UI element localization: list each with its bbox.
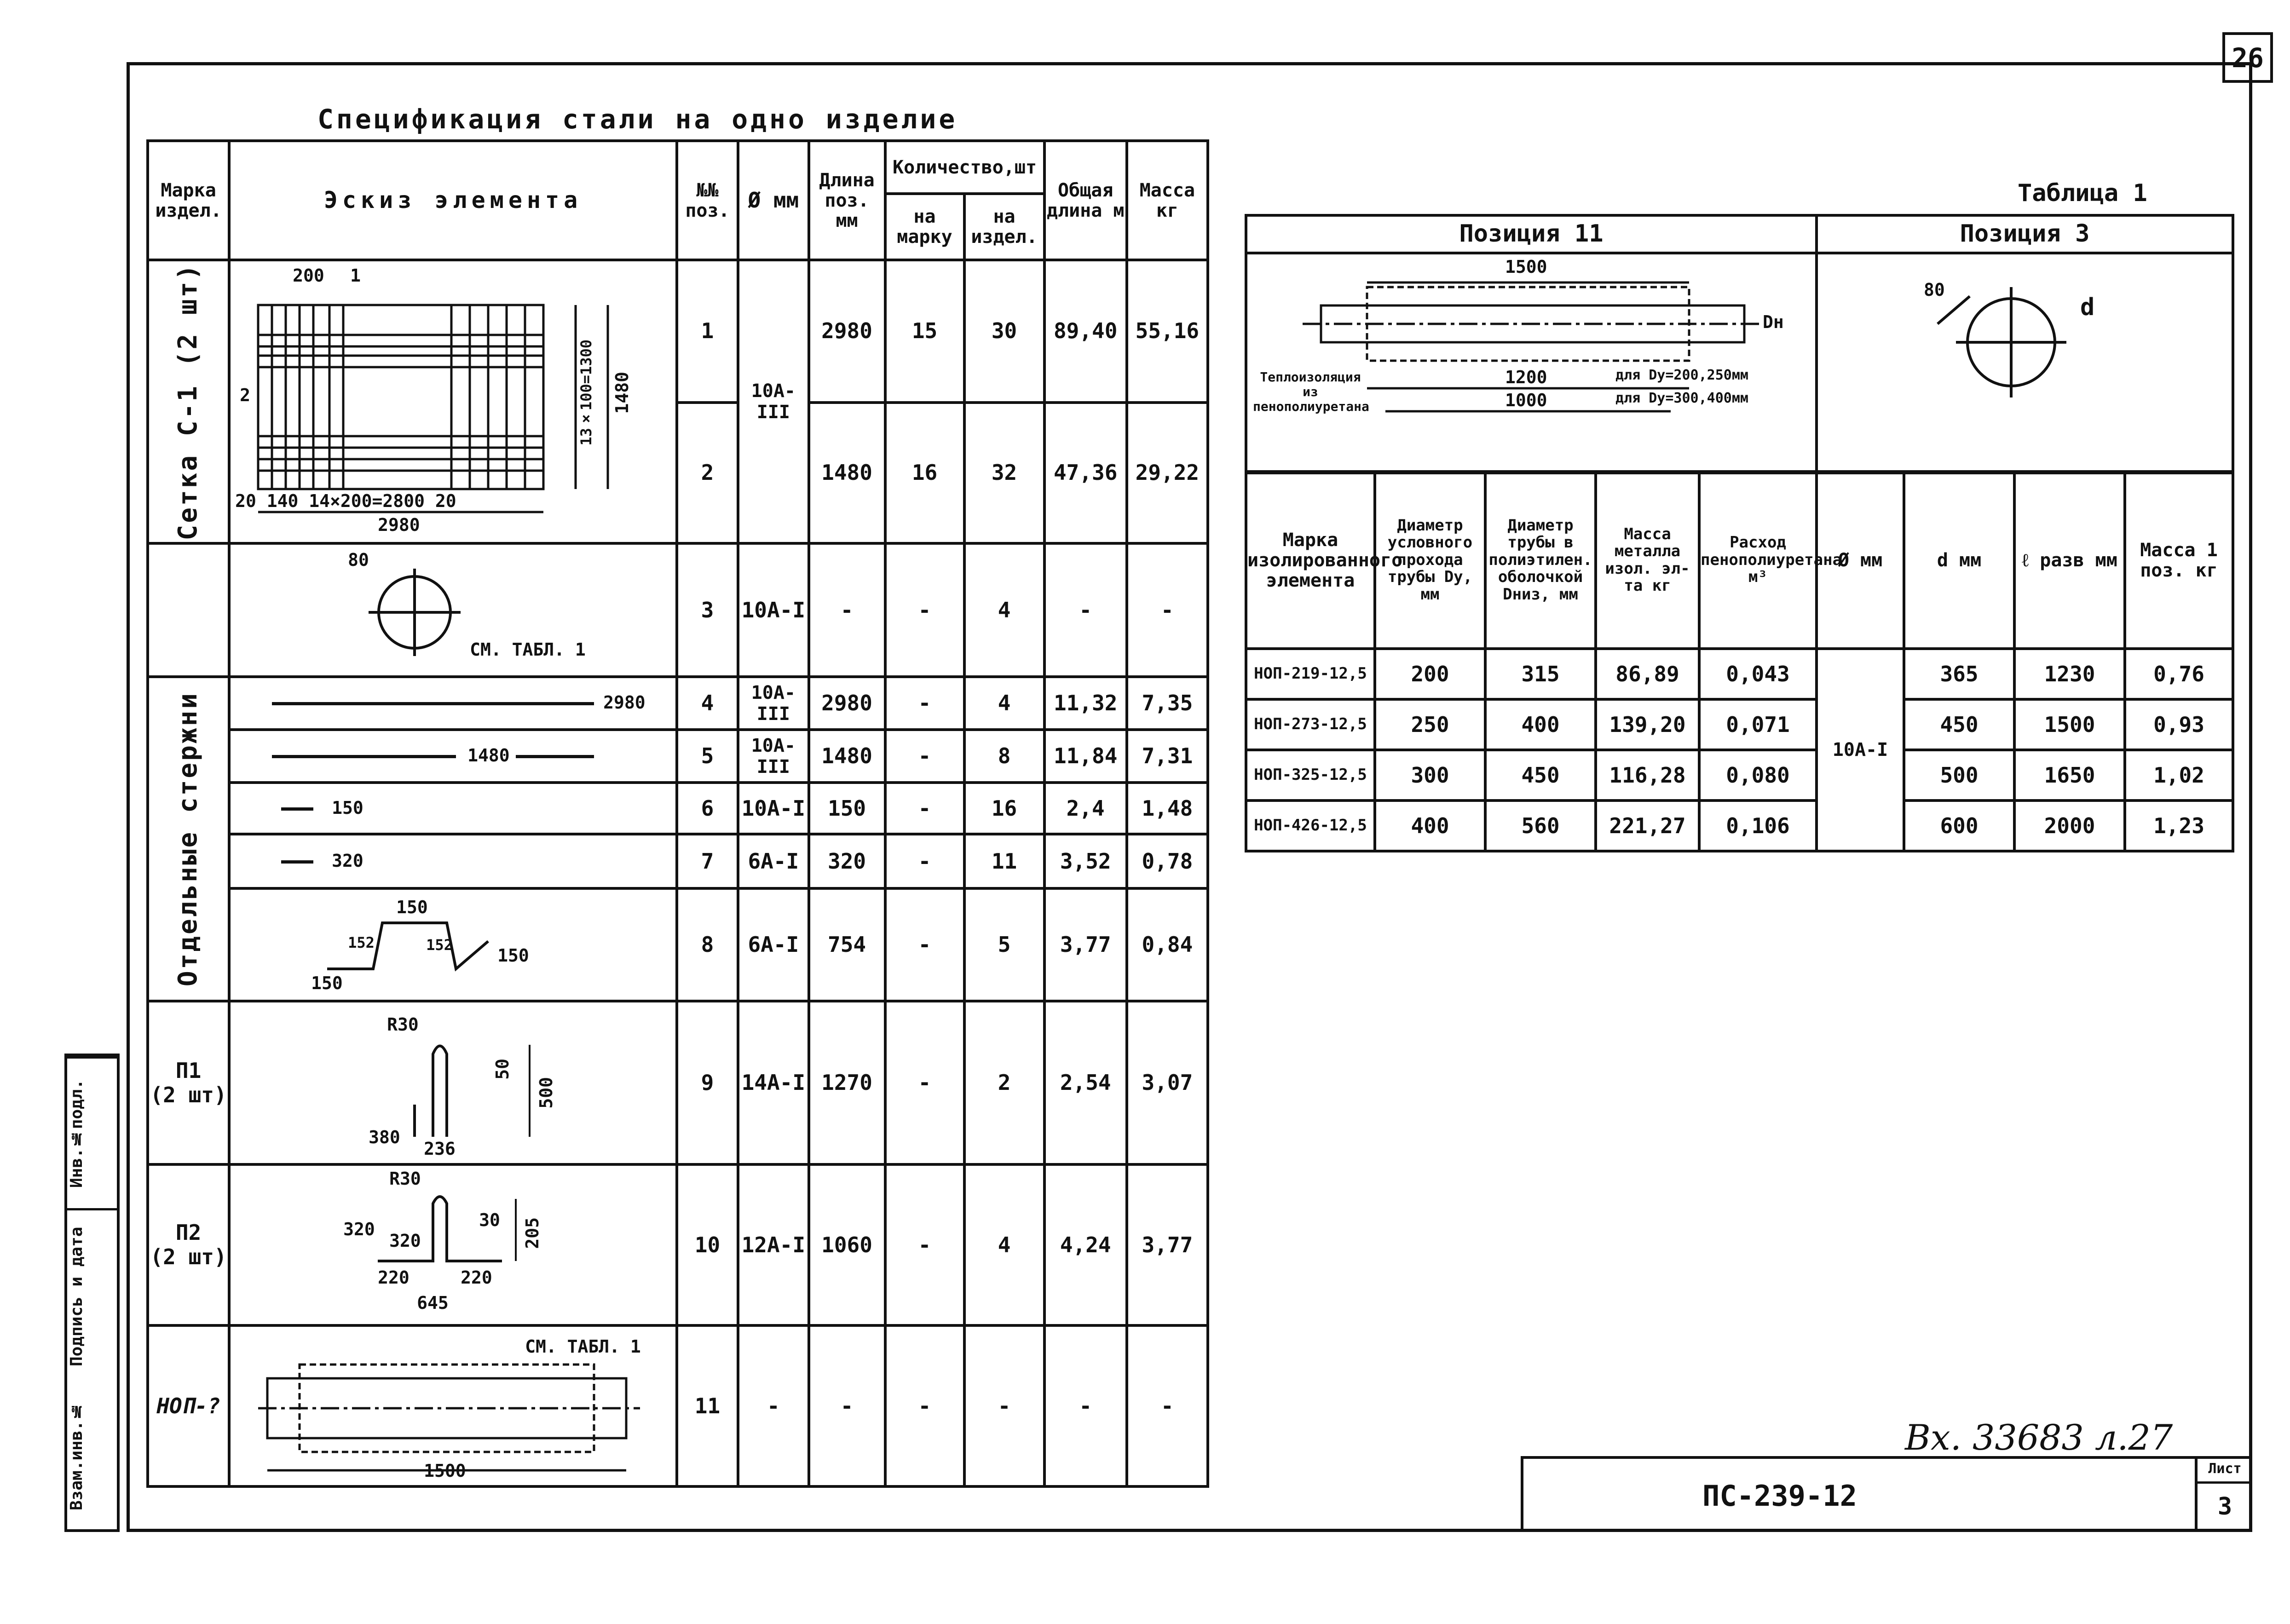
cell-total: 47,36 — [1044, 403, 1127, 544]
sketch-rod-6 — [229, 783, 677, 834]
pos11-note2: для Dу=300,400мм — [1615, 390, 1748, 406]
loop-p2-drawing — [231, 1167, 668, 1323]
cell-qty-mark: - — [885, 834, 964, 888]
pos11-1200: 1200 — [1505, 367, 1547, 387]
t1-hdr-d: d мм — [1904, 472, 2014, 649]
cell-mass: 3,07 — [1127, 1001, 1208, 1164]
cell-total: 89,40 — [1044, 260, 1127, 403]
bent-d-dim: 150 — [497, 945, 529, 966]
cell-len: - — [809, 543, 885, 677]
cell-diam: 10А-III — [738, 677, 809, 730]
signature: Вх. 33683 л.27 — [1905, 1417, 2173, 1458]
cell-mass: 29,22 — [1127, 403, 1208, 544]
t1-mark: НОП-273-12,5 — [1246, 699, 1375, 750]
cell-total: 11,84 — [1044, 730, 1127, 783]
t1-hdr-diam: Ø мм — [1817, 472, 1904, 649]
see-table-note: СМ. ТАБЛ. 1 — [470, 639, 586, 660]
cell-mass: 0,84 — [1127, 888, 1208, 1001]
t1-m: 0,93 — [2125, 699, 2233, 750]
cell-len: 320 — [809, 834, 885, 888]
cell-qty-item: 30 — [964, 260, 1044, 403]
cell-len: 1480 — [809, 730, 885, 783]
t1-hdr-vol: Расход пенополиуретана м³ — [1699, 472, 1817, 649]
cell-diam: 12А-I — [738, 1164, 809, 1325]
group-mesh-text: Сетка С-1 (2 шт) — [173, 263, 203, 541]
cell-qty-mark: - — [885, 1001, 964, 1164]
group-mesh-label — [148, 260, 229, 543]
t1-l: 2000 — [2014, 800, 2125, 851]
ring-drawing — [1818, 255, 2234, 471]
cell-mass: 7,35 — [1127, 677, 1208, 730]
nop-label-cell — [148, 1325, 229, 1486]
cell-diam: 10А-III — [738, 730, 809, 783]
cell-len: 150 — [809, 783, 885, 834]
cell-total: 4,24 — [1044, 1164, 1127, 1325]
cell-len: 1270 — [809, 1001, 885, 1164]
cell-diam-shared: 10А-III — [738, 260, 809, 543]
cell-qty-mark: - — [885, 783, 964, 834]
sketch-bent — [229, 888, 677, 1001]
cell-diam: - — [738, 1325, 809, 1486]
rod-6-dim: 150 — [332, 798, 363, 818]
bent-a-dim: 150 — [311, 973, 343, 993]
hdr-sketch: Эскиз элемента — [229, 141, 677, 260]
cell-qty-mark: - — [885, 543, 964, 677]
cell-pos: 8 — [677, 888, 738, 1001]
t1-mass: 221,27 — [1596, 800, 1699, 851]
cell-pos: 1 — [677, 260, 738, 403]
cell-total: 2,4 — [1044, 783, 1127, 834]
side-stamp-inv: Инв.№подл. — [67, 1056, 117, 1208]
p1-qty: (2 шт) — [150, 1082, 227, 1107]
hdr-diam: Ø мм — [738, 141, 809, 260]
side-stamp-replace: Взам.инв.№ — [67, 1401, 86, 1511]
hdr-qty: Количество,шт — [885, 141, 1044, 194]
cell-qty-mark: - — [885, 677, 964, 730]
cell-total: 3,52 — [1044, 834, 1127, 888]
hdr-mark: Марка издел. — [148, 141, 229, 260]
mesh-top-dim: 200 — [293, 265, 324, 286]
t1-vol: 0,106 — [1699, 800, 1817, 851]
p1-leg: 380 — [369, 1127, 400, 1147]
pos11-note1: для Dу=200,250мм — [1615, 367, 1748, 383]
t1-mark: НОП-426-12,5 — [1246, 800, 1375, 851]
cell-len: 2980 — [809, 260, 885, 403]
nop-see-table: СМ. ТАБЛ. 1 — [525, 1336, 641, 1357]
p2-foot-a: 220 — [378, 1267, 410, 1288]
t1-hdr-l: ℓ разв мм — [2014, 472, 2125, 649]
hdr-total: Общая длина м — [1044, 141, 1127, 260]
t1-m: 1,23 — [2125, 800, 2233, 851]
t1-d: 450 — [1904, 699, 2014, 750]
p2-left-b: 320 — [389, 1231, 421, 1251]
side-stamp — [64, 1054, 120, 1532]
t1-du: 200 — [1375, 649, 1485, 699]
hdr-mass: Масса кг — [1127, 141, 1208, 260]
sketch-p2 — [229, 1164, 677, 1325]
cell-qty-item: 2 — [964, 1001, 1044, 1164]
mesh-right-dim-2: 1480 — [612, 372, 633, 414]
hdr-qty-item: на издел. — [964, 194, 1044, 260]
bent-b-dim: 152 — [348, 934, 375, 951]
cell-len: 2980 — [809, 677, 885, 730]
cell-qty-mark: - — [885, 1164, 964, 1325]
t1-mass: 116,28 — [1596, 750, 1699, 800]
t1-hdr-du: Диаметр условного прохода трубы Dу, мм — [1375, 472, 1485, 649]
cell-qty-item: 4 — [964, 677, 1044, 730]
p1-label: П1 — [175, 1058, 202, 1083]
t1-dn: 450 — [1485, 750, 1596, 800]
cell-total: 3,77 — [1044, 888, 1127, 1001]
t1-m: 1,02 — [2125, 750, 2233, 800]
cell-len: - — [809, 1325, 885, 1486]
hdr-pos: №№ поз. — [677, 141, 738, 260]
cell-qty-item: 11 — [964, 834, 1044, 888]
t1-l: 1230 — [2014, 649, 2125, 699]
cell-qty-item: 5 — [964, 888, 1044, 1001]
p2-height: 205 — [522, 1217, 543, 1249]
t1-dn: 400 — [1485, 699, 1596, 750]
t1-mark: НОП-325-12,5 — [1246, 750, 1375, 800]
cell-qty-mark: 16 — [885, 403, 964, 544]
pos3-title: Позиция 3 — [1817, 215, 2233, 253]
p2-label-cell — [148, 1164, 229, 1325]
cell-mass: - — [1127, 1325, 1208, 1486]
t1-du: 300 — [1375, 750, 1485, 800]
t1-du: 400 — [1375, 800, 1485, 851]
t1-d: 600 — [1904, 800, 2014, 851]
sheet-number: 3 — [2217, 1493, 2232, 1520]
t1-dn: 315 — [1485, 649, 1596, 699]
table1-data — [1245, 470, 2234, 852]
pos3-sketch — [1817, 253, 2233, 473]
sketch-nop — [229, 1325, 677, 1486]
t1-vol: 0,043 — [1699, 649, 1817, 699]
cell-diam: 10А-I — [738, 783, 809, 834]
table1-sketches — [1245, 214, 2234, 474]
cell-pos: 7 — [677, 834, 738, 888]
p1-width: 236 — [424, 1139, 456, 1159]
p2-radius: R30 — [389, 1169, 421, 1189]
cell-pos: 6 — [677, 783, 738, 834]
group-rods-label — [148, 677, 229, 1001]
t1-vol: 0,080 — [1699, 750, 1817, 800]
t1-m: 0,76 — [2125, 649, 2233, 699]
cell-total: - — [1044, 543, 1127, 677]
cell-mass: 0,78 — [1127, 834, 1208, 888]
p1-label-cell — [148, 1001, 229, 1164]
t1-mass: 139,20 — [1596, 699, 1699, 750]
mesh-pos-1: 1 — [350, 265, 361, 286]
cell-pos: 3 — [677, 543, 738, 677]
bent-c-dim: 152 — [426, 936, 453, 954]
hdr-length: Длина поз. мм — [809, 141, 885, 260]
sketch-rod-4 — [229, 677, 677, 730]
group-rods-text: Отдельные стержни — [173, 691, 203, 987]
p2-gap: 30 — [479, 1210, 500, 1230]
cell-qty-mark: - — [885, 730, 964, 783]
t1-l: 1500 — [2014, 699, 2125, 750]
cell-pos: 2 — [677, 403, 738, 544]
corner-number-box — [2222, 32, 2273, 83]
p2-label: П2 — [175, 1220, 202, 1245]
circle-drawing — [231, 546, 668, 674]
t1-l: 1650 — [2014, 750, 2125, 800]
corner-number: 26 — [2232, 42, 2264, 74]
spec-title: Спецификация стали на одно изделие — [317, 104, 958, 135]
bent-top-dim: 150 — [396, 897, 428, 917]
cell-diam: 6А-I — [738, 888, 809, 1001]
pos3-d: d — [2080, 294, 2095, 321]
sketch-rod-5 — [229, 730, 677, 783]
cell-pos: 10 — [677, 1164, 738, 1325]
spec-table — [146, 139, 1209, 1488]
mesh-pos-2: 2 — [240, 385, 251, 405]
cell-qty-item: 4 — [964, 1164, 1044, 1325]
cell-total: - — [1044, 1325, 1127, 1486]
rod-4-dim: 2980 — [603, 692, 646, 713]
pos3-d80: 80 — [1924, 280, 1945, 300]
pos11-sketch — [1246, 253, 1817, 473]
p2-foot-b: 220 — [461, 1267, 492, 1288]
doc-code: ПС-239-12 — [1702, 1479, 1857, 1513]
cell-diam: 10А-I — [738, 543, 809, 677]
t1-d: 500 — [1904, 750, 2014, 800]
nop-label: НОП-? — [156, 1393, 220, 1418]
hdr-qty-mark: на марку — [885, 194, 964, 260]
cell-total: 11,32 — [1044, 677, 1127, 730]
cell-mass: 3,77 — [1127, 1164, 1208, 1325]
side-stamp-sign: Подпись и дата — [67, 1208, 117, 1383]
cell-len: 1480 — [809, 403, 885, 544]
cell-pos: 11 — [677, 1325, 738, 1486]
t1-hdr-dn: Диаметр трубы в полиэтилен. оболочкой Dниз, мм — [1485, 472, 1596, 649]
t1-mass: 86,89 — [1596, 649, 1699, 699]
cell-len: 1060 — [809, 1164, 885, 1325]
sketch-mesh — [229, 260, 677, 543]
cell-mass: - — [1127, 543, 1208, 677]
title-block — [1521, 1456, 2252, 1532]
cell-mass: 7,31 — [1127, 730, 1208, 783]
cell-pos: 4 — [677, 677, 738, 730]
mesh-right-dim-1: 13×100=1300 — [577, 340, 595, 446]
pos11-dn: Dн — [1763, 312, 1784, 332]
p1-height: 500 — [536, 1077, 557, 1109]
cell-qty-mark: - — [885, 1325, 964, 1486]
sketch-circle — [229, 543, 677, 677]
rod-5-dim: 1480 — [467, 745, 510, 766]
cell-qty-item: 16 — [964, 783, 1044, 834]
p2-qty: (2 шт) — [150, 1244, 227, 1269]
circle-dim: 80 — [348, 550, 369, 570]
rod-7-dim: 320 — [332, 850, 363, 871]
cell-qty-mark: 15 — [885, 260, 964, 403]
pos11-title: Позиция 11 — [1246, 215, 1817, 253]
p1-radius: R30 — [387, 1014, 419, 1035]
pos11-insulation: Теплоизоляция из пенополиуретана — [1253, 369, 1369, 415]
sheet-box — [2195, 1456, 2252, 1532]
pos11-1000: 1000 — [1505, 390, 1547, 410]
t1-du: 250 — [1375, 699, 1485, 750]
cell-mark-empty — [148, 543, 229, 677]
p2-total: 645 — [417, 1293, 449, 1313]
cell-qty-item: - — [964, 1325, 1044, 1486]
table1-caption: Таблица 1 — [2018, 179, 2147, 207]
t1-d: 365 — [1904, 649, 2014, 699]
t1-mark: НОП-219-12,5 — [1246, 649, 1375, 699]
cell-diam: 14А-I — [738, 1001, 809, 1164]
nop-length: 1500 — [424, 1461, 466, 1481]
pos11-len: 1500 — [1505, 257, 1547, 277]
cell-len: 754 — [809, 888, 885, 1001]
cell-diam: 6А-I — [738, 834, 809, 888]
pipe-section-drawing — [1247, 255, 1818, 471]
mesh-total-dim: 2980 — [378, 515, 420, 535]
t1-vol: 0,071 — [1699, 699, 1817, 750]
cell-mass: 1,48 — [1127, 783, 1208, 834]
sketch-p1 — [229, 1001, 677, 1164]
cell-total: 2,54 — [1044, 1001, 1127, 1164]
mesh-bottom-dims: 20 140 14×200=2800 20 — [235, 491, 456, 511]
p2-left-a: 320 — [343, 1219, 375, 1239]
cell-qty-item: 8 — [964, 730, 1044, 783]
t1-dn: 560 — [1485, 800, 1596, 851]
cell-qty-item: 4 — [964, 543, 1044, 677]
t1-hdr-mass: Масса металла изол. эл-та кг — [1596, 472, 1699, 649]
t1-steel: 10А-I — [1817, 649, 1904, 851]
sheet-label: Лист — [2198, 1456, 2252, 1484]
cell-qty-item: 32 — [964, 403, 1044, 544]
cell-qty-mark: - — [885, 888, 964, 1001]
p1-gap: 50 — [492, 1059, 513, 1080]
t1-hdr-mark: Марка изолированного элемента — [1246, 472, 1375, 649]
sketch-rod-7 — [229, 834, 677, 888]
cell-pos: 5 — [677, 730, 738, 783]
cell-pos: 9 — [677, 1001, 738, 1164]
t1-hdr-m: Масса 1 поз. кг — [2125, 472, 2233, 649]
cell-mass: 55,16 — [1127, 260, 1208, 403]
